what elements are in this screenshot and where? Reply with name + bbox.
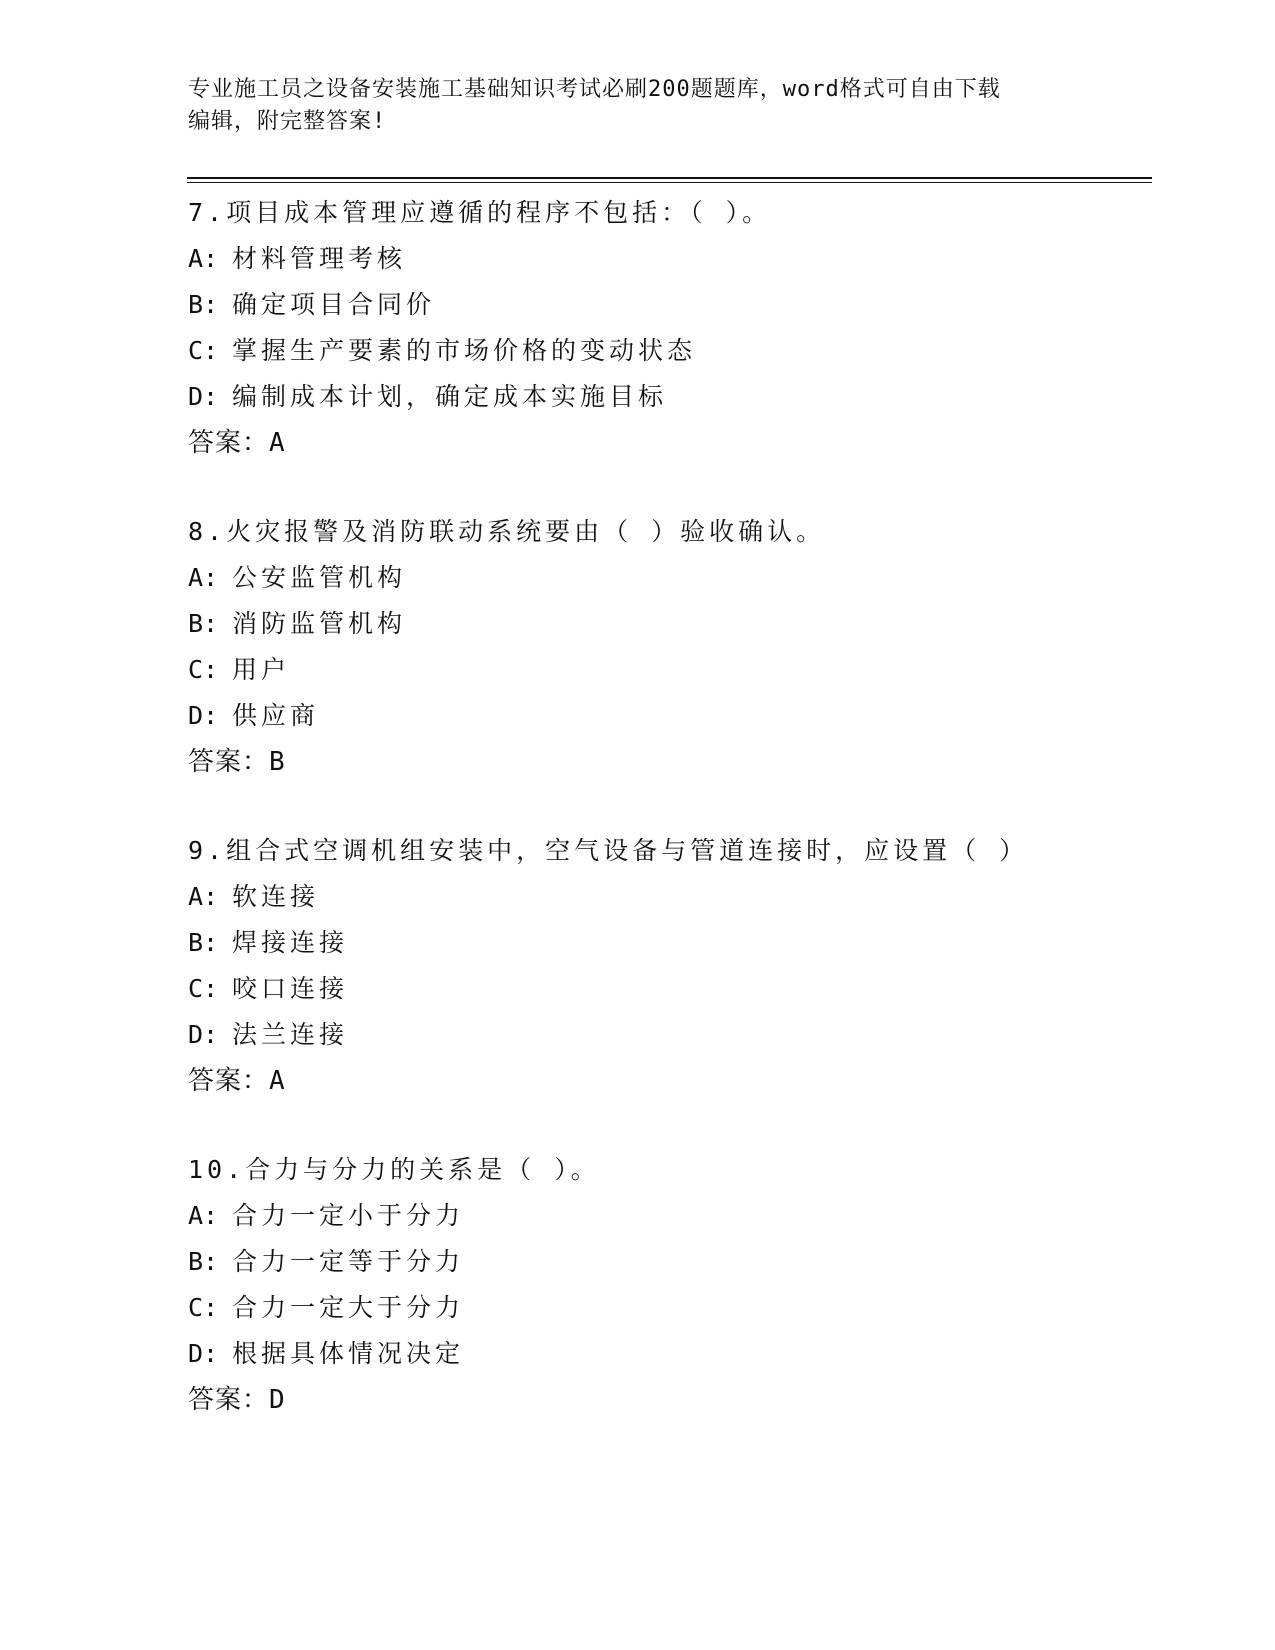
question-10 [188, 1147, 1138, 1423]
option-b [188, 920, 1138, 966]
option-text: 合力一定大于分力 [232, 1293, 465, 1322]
option-label: A: [188, 244, 219, 273]
option-d [188, 693, 1138, 739]
option-a [188, 874, 1138, 920]
option-a [188, 1193, 1138, 1239]
option-text: 软连接 [232, 882, 320, 911]
header-line-2: 编辑，附完整答案! [188, 109, 387, 134]
option-label: C: [188, 974, 219, 1003]
option-label: D: [188, 1020, 219, 1049]
option-text: 供应商 [232, 701, 320, 730]
option-text: 法兰连接 [232, 1020, 349, 1049]
option-d [188, 374, 1138, 420]
option-b [188, 601, 1138, 647]
question-title: 8.火灾报警及消防联动系统要由（ ）验收确认。 [188, 517, 826, 546]
option-text: 用户 [232, 655, 291, 684]
option-text: 编制成本计划，确定成本实施目标 [232, 382, 668, 411]
option-label: B: [188, 1247, 219, 1276]
option-text: 消防监管机构 [232, 609, 407, 638]
option-label: D: [188, 701, 219, 730]
option-a [188, 236, 1138, 282]
option-c [188, 966, 1138, 1012]
answer-line: 答案：A [188, 428, 286, 458]
option-a [188, 555, 1138, 601]
question-title: 7.项目成本管理应遵循的程序不包括：（ ）。 [188, 198, 772, 227]
option-label: A: [188, 1201, 219, 1230]
option-c [188, 1285, 1138, 1331]
option-b [188, 282, 1138, 328]
answer-line: 答案：A [188, 1066, 286, 1096]
option-text: 合力一定小于分力 [232, 1201, 465, 1230]
header-rule-thick [187, 177, 1152, 179]
answer-line: 答案：D [188, 1385, 286, 1415]
option-text: 材料管理考核 [232, 244, 407, 273]
answer-line: 答案：B [188, 747, 286, 777]
document-header [188, 74, 1068, 138]
header-line-1: 专业施工员之设备安装施工基础知识考试必刷200题题库，word格式可自由下载 [188, 77, 1001, 102]
option-label: A: [188, 882, 219, 911]
option-text: 合力一定等于分力 [232, 1247, 465, 1276]
option-text: 掌握生产要素的市场价格的变动状态 [232, 336, 697, 365]
option-text: 咬口连接 [232, 974, 349, 1003]
option-b [188, 1239, 1138, 1285]
option-text: 确定项目合同价 [232, 290, 436, 319]
option-label: A: [188, 563, 219, 592]
question-8 [188, 509, 1138, 828]
option-label: B: [188, 290, 219, 319]
option-label: C: [188, 336, 219, 365]
header-rule-thin [187, 182, 1152, 183]
option-text: 公安监管机构 [232, 563, 407, 592]
option-label: D: [188, 1339, 219, 1368]
option-c [188, 647, 1138, 693]
option-label: B: [188, 609, 219, 638]
option-label: B: [188, 928, 219, 957]
question-7 [188, 190, 1138, 509]
option-label: D: [188, 382, 219, 411]
option-label: C: [188, 655, 219, 684]
option-label: C: [188, 1293, 219, 1322]
option-text: 焊接连接 [232, 928, 349, 957]
question-title: 10.合力与分力的关系是（ ）。 [188, 1155, 600, 1184]
option-c [188, 328, 1138, 374]
option-d [188, 1012, 1138, 1058]
question-title: 9.组合式空调机组安装中，空气设备与管道连接时，应设置（ ） [188, 836, 1029, 865]
question-9 [188, 828, 1138, 1147]
question-list [188, 190, 1138, 1423]
option-text: 根据具体情况决定 [232, 1339, 465, 1368]
option-d [188, 1331, 1138, 1377]
